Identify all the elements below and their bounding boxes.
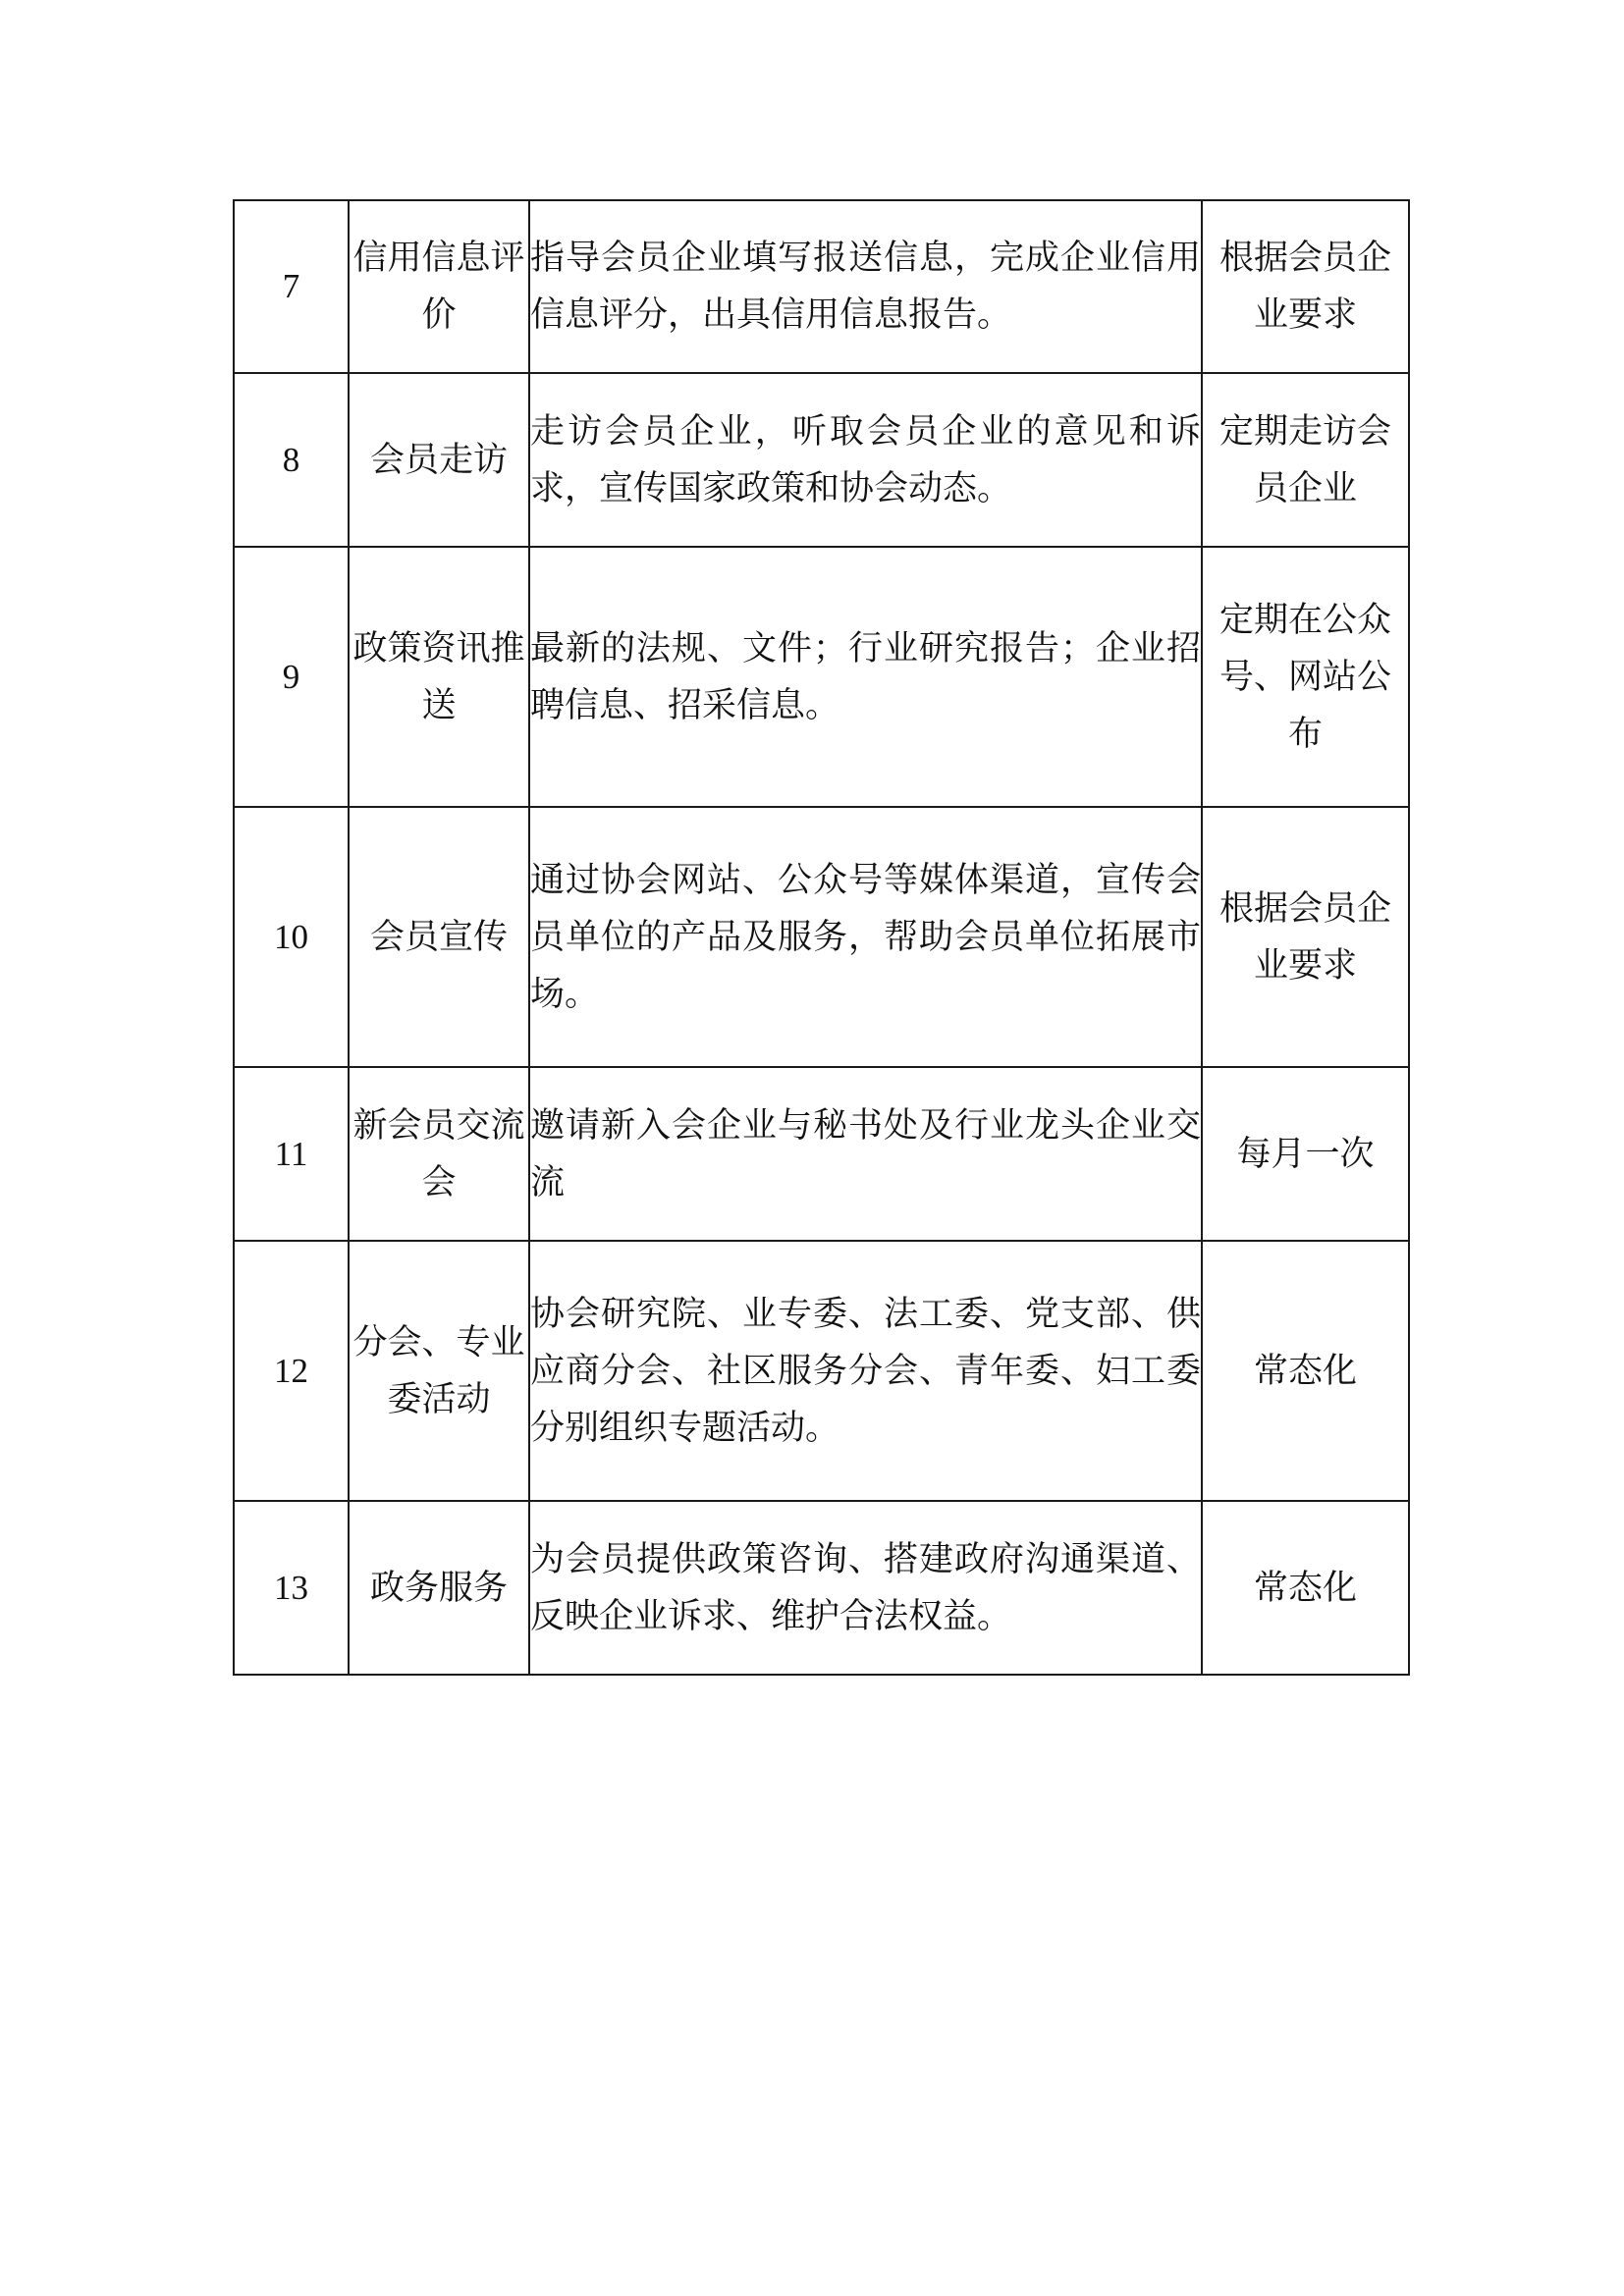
service-name-text: 新会员交流会 (352, 1105, 525, 1202)
service-name (349, 807, 529, 1067)
row-number (234, 200, 349, 373)
row-number-text: 10 (274, 917, 308, 956)
service-content (529, 1067, 1202, 1241)
table-row (234, 1067, 1409, 1241)
row-number (234, 373, 349, 547)
service-content-text: 通过协会网站、公众号等媒体渠道，宣传会员单位的产品及服务，帮助会员单位拓展市场。 (530, 860, 1201, 1014)
table-row (234, 200, 1409, 373)
service-frequency-text: 常态化 (1253, 1351, 1357, 1391)
service-content (529, 1501, 1202, 1675)
service-name-text: 信用信息评价 (352, 239, 525, 335)
service-name-text: 分会、专业委活动 (352, 1322, 525, 1419)
service-frequency (1202, 547, 1409, 807)
table-row (234, 373, 1409, 547)
service-content-text: 走访会员企业，听取会员企业的意见和诉求，宣传国家政策和协会动态。 (530, 411, 1201, 508)
service-content (529, 547, 1202, 807)
service-name (349, 1067, 529, 1241)
service-frequency (1202, 1241, 1409, 1501)
service-content-text: 为会员提供政策咨询、搭建政府沟通渠道、反映企业诉求、维护合法权益。 (530, 1539, 1201, 1636)
table-row (234, 1501, 1409, 1675)
service-content (529, 200, 1202, 373)
table-row (234, 807, 1409, 1067)
service-frequency-text: 根据会员企业要求 (1218, 239, 1391, 335)
service-name (349, 1241, 529, 1501)
service-frequency-text: 每月一次 (1236, 1134, 1375, 1174)
row-number (234, 1501, 349, 1675)
service-frequency-text: 定期走访会员企业 (1218, 411, 1391, 508)
service-content (529, 1241, 1202, 1501)
services-table (233, 199, 1410, 1676)
service-frequency-text: 定期在公众号、网站公布 (1218, 600, 1391, 754)
table-row (234, 1241, 1409, 1501)
service-name (349, 547, 529, 807)
service-content (529, 373, 1202, 547)
service-name-text: 政策资讯推送 (352, 628, 525, 725)
service-name (349, 373, 529, 547)
row-number-text: 9 (282, 657, 300, 696)
row-number (234, 807, 349, 1067)
service-frequency (1202, 200, 1409, 373)
row-number (234, 547, 349, 807)
row-number-text: 8 (282, 440, 300, 479)
service-frequency-text: 根据会员企业要求 (1218, 888, 1391, 986)
service-content-text: 协会研究院、业专委、法工委、党支部、供应商分会、社区服务分会、青年委、妇工委分别组织专题活动。 (530, 1294, 1201, 1448)
row-number-text: 11 (274, 1134, 308, 1173)
service-frequency-text: 常态化 (1253, 1568, 1357, 1608)
service-content-text: 最新的法规、文件；行业研究报告；企业招聘信息、招采信息。 (530, 628, 1201, 725)
service-frequency (1202, 373, 1409, 547)
service-frequency (1202, 1501, 1409, 1675)
service-name-text: 会员宣传 (369, 917, 508, 957)
service-content (529, 807, 1202, 1067)
row-number (234, 1067, 349, 1241)
service-content-text: 指导会员企业填写报送信息，完成企业信用信息评分，出具信用信息报告。 (530, 239, 1201, 335)
row-number (234, 1241, 349, 1501)
table-row (234, 547, 1409, 807)
service-frequency (1202, 1067, 1409, 1241)
row-number-text: 7 (282, 267, 300, 305)
service-name-text: 会员走访 (369, 440, 508, 480)
service-content-text: 邀请新入会企业与秘书处及行业龙头企业交流 (530, 1105, 1201, 1202)
service-name (349, 200, 529, 373)
row-number-text: 13 (274, 1568, 308, 1607)
row-number-text: 12 (274, 1351, 308, 1390)
service-name-text: 政务服务 (369, 1568, 508, 1608)
service-name (349, 1501, 529, 1675)
service-frequency (1202, 807, 1409, 1067)
